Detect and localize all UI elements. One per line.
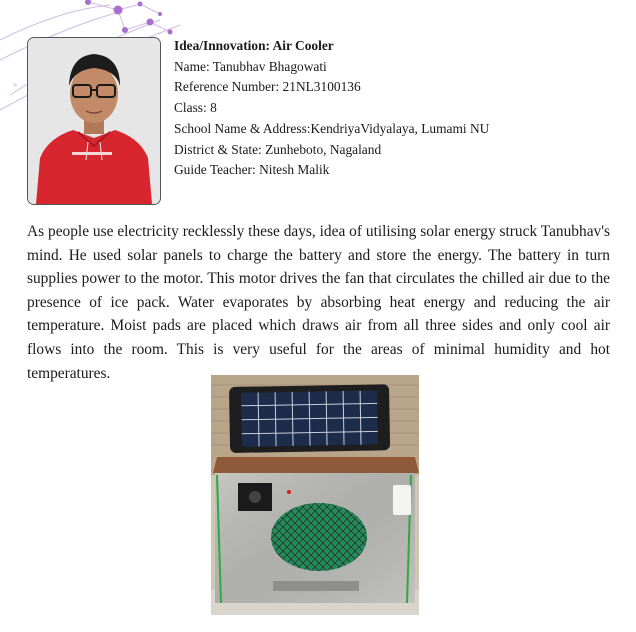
student-info (174, 36, 489, 181)
profile-photo (27, 37, 161, 205)
district-info: District & State: Zunheboto, Nagaland (174, 141, 382, 157)
reference-number: Reference Number: 21NL3100136 (174, 79, 361, 95)
project-description: As people use electricity recklessly these days, idea of utilising solar energy struck Tanubhav's mind. He used solar panels to charge the battery and store the energy. The battery in turn supplies power to the motor. This motor drives the fan that circulates the chilled air due to the presence of ice pack. Water evaporates by absorbing heat energy and reducing the air temperature. Moist pads are placed which draws air from all three sides and only cool air flows into the room. This is very useful for the areas of minimal humidity and hot temperatures. (27, 223, 610, 382)
project-photo (211, 375, 419, 615)
student-name: Name: Tanubhav Bhagowati (174, 58, 327, 74)
class-info: Class: 8 (174, 100, 217, 116)
school-info: School Name & Address:KendriyaVidyalaya, Lumami NU (174, 120, 490, 136)
idea-title: Idea/Innovation: Air Cooler (174, 38, 334, 53)
guide-teacher: Guide Teacher: Nitesh Malik (174, 162, 330, 178)
